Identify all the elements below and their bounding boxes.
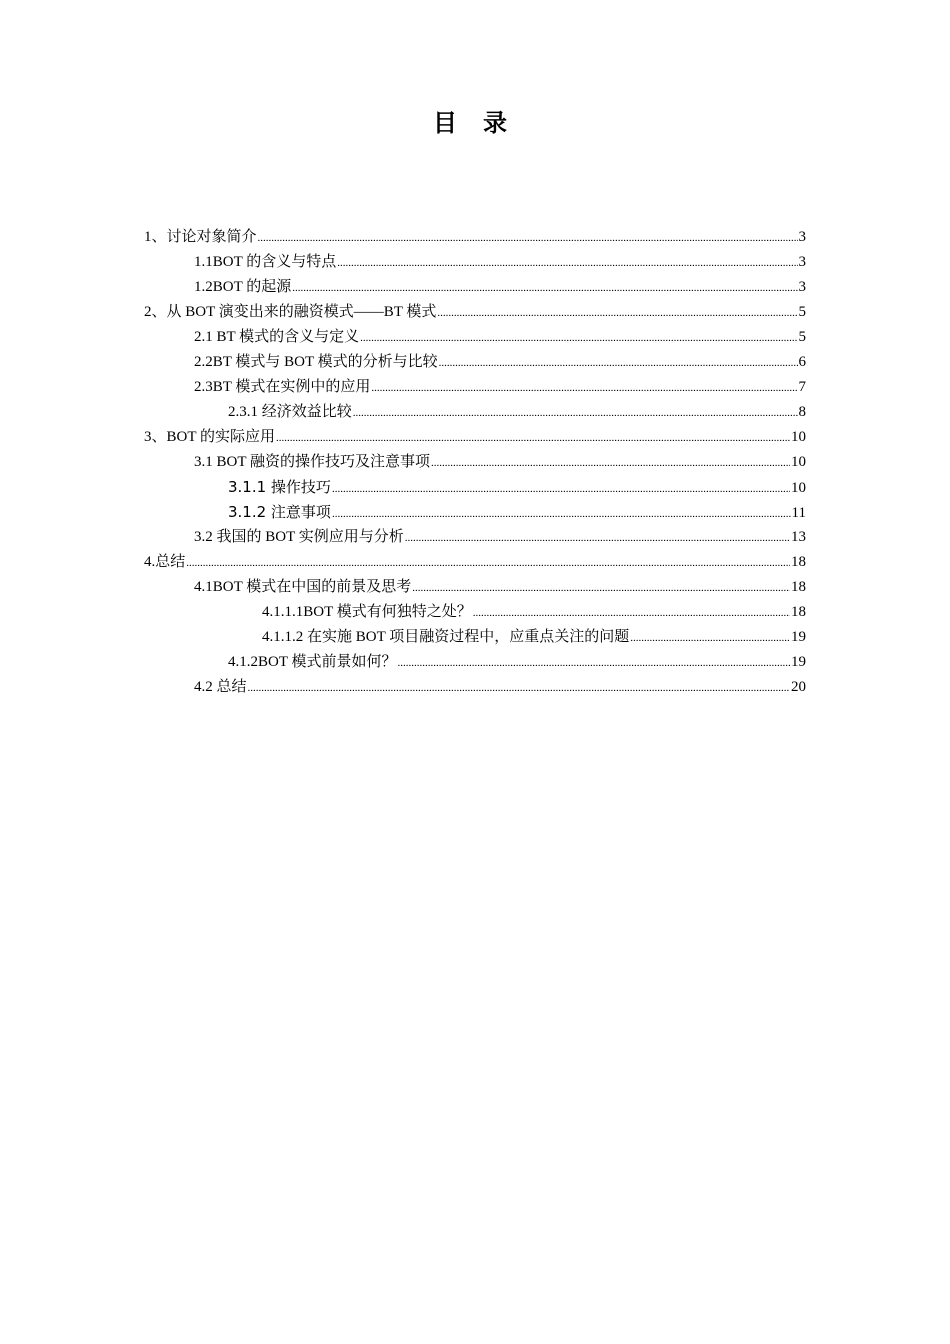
toc-entry-page: 18 xyxy=(791,579,806,595)
toc-entry-page: 7 xyxy=(798,379,806,395)
toc-entry[interactable] xyxy=(144,550,806,575)
toc-leader-dots xyxy=(360,326,797,351)
toc-entry-page: 18 xyxy=(791,604,806,620)
toc-entry-page: 3 xyxy=(798,229,806,245)
toc-leader-dots xyxy=(332,502,791,527)
toc-entry-page: 19 xyxy=(791,654,806,670)
toc-leader-dots xyxy=(473,601,790,626)
toc-entry-label: 3.2 我国的 BOT 实例应用与分析 xyxy=(194,529,404,545)
toc-leader-dots xyxy=(439,351,798,376)
toc-entry[interactable] xyxy=(144,250,806,275)
toc-leader-dots xyxy=(186,551,790,576)
toc-entry-label: 3.1 BOT 融资的操作技巧及注意事项 xyxy=(194,454,430,470)
toc-entry-label: 2.2BT 模式与 BOT 模式的分析与比较 xyxy=(194,354,438,370)
toc-leader-dots xyxy=(332,477,790,502)
toc-entry-label: 3.1.1 操作技巧 xyxy=(228,478,331,496)
toc-leader-dots xyxy=(431,451,790,476)
toc-entry-page: 5 xyxy=(798,304,806,320)
toc-entry-page: 11 xyxy=(791,505,806,521)
toc-entry[interactable] xyxy=(144,325,806,350)
toc-entry[interactable] xyxy=(144,425,806,450)
toc-entry[interactable] xyxy=(144,475,806,500)
toc-leader-dots xyxy=(437,301,797,326)
toc-leader-dots xyxy=(276,426,790,451)
toc-entry[interactable] xyxy=(144,525,806,550)
toc-entry[interactable] xyxy=(144,350,806,375)
toc-leader-dots xyxy=(337,251,797,276)
toc-leader-dots xyxy=(630,626,790,651)
toc-entry-label: 2.3.1 经济效益比较 xyxy=(228,404,352,420)
toc-entry-label: 4.2 总结 xyxy=(194,679,247,695)
toc-entry-label: 4.1.1.2 在实施 BOT 项目融资过程中，应重点关注的问题 xyxy=(262,629,630,645)
toc-leader-dots xyxy=(397,651,790,676)
toc-entry-page: 10 xyxy=(791,454,806,470)
toc-entry-label: 3、BOT 的实际应用 xyxy=(144,429,275,445)
toc-entry-page: 8 xyxy=(798,404,806,420)
toc-leader-dots xyxy=(412,576,790,601)
toc-leader-dots xyxy=(292,276,797,301)
toc-entry-label: 4.1.2BOT 模式前景如何？ xyxy=(228,654,397,670)
toc-entry[interactable] xyxy=(144,500,806,525)
toc-entry[interactable] xyxy=(144,625,806,650)
toc-leader-dots xyxy=(371,376,797,401)
toc-entry[interactable] xyxy=(144,300,806,325)
toc-leader-dots xyxy=(405,526,790,551)
toc-entry-page: 5 xyxy=(798,329,806,345)
toc-entry-label: 2、从 BOT 演变出来的融资模式——BT 模式 xyxy=(144,304,437,320)
toc-entry[interactable] xyxy=(144,275,806,300)
page-title: 目 录 xyxy=(433,111,517,137)
toc-entry-label: 2.3BT 模式在实例中的应用 xyxy=(194,379,371,395)
toc-entry[interactable] xyxy=(144,450,806,475)
toc-entry-page: 19 xyxy=(791,629,806,645)
toc-entry-label: 3.1.2 注意事项 xyxy=(228,503,331,521)
toc-entry[interactable] xyxy=(144,675,806,700)
toc-entry-page: 20 xyxy=(791,679,806,695)
toc-entry[interactable] xyxy=(144,375,806,400)
toc-leader-dots xyxy=(353,401,798,426)
toc-entry-label: 1.2BOT 的起源 xyxy=(194,279,292,295)
toc-entry[interactable] xyxy=(144,650,806,675)
toc-entry-label: 4.1BOT 模式在中国的前景及思考 xyxy=(194,579,412,595)
toc-entry[interactable] xyxy=(144,575,806,600)
toc-entry-page: 3 xyxy=(798,254,806,270)
toc-entry-label: 4.1.1.1BOT 模式有何独特之处？ xyxy=(262,604,472,620)
toc-entry-label: 2.1 BT 模式的含义与定义 xyxy=(194,329,360,345)
toc-entry[interactable] xyxy=(144,225,806,250)
toc-entry-page: 6 xyxy=(798,354,806,370)
toc-entry-page: 10 xyxy=(791,480,806,496)
toc-entry-page: 18 xyxy=(791,554,806,570)
toc-leader-dots xyxy=(258,226,798,251)
toc-entry-label: 1、讨论对象简介 xyxy=(144,229,257,245)
table-of-contents xyxy=(144,225,806,700)
toc-entry-page: 13 xyxy=(791,529,806,545)
toc-entry-page: 10 xyxy=(791,429,806,445)
toc-entry[interactable] xyxy=(144,600,806,625)
toc-entry-label: 1.1BOT 的含义与特点 xyxy=(194,254,337,270)
toc-leader-dots xyxy=(248,676,790,701)
toc-entry[interactable] xyxy=(144,400,806,425)
toc-entry-label: 4.总结 xyxy=(144,554,186,570)
toc-entry-page: 3 xyxy=(798,279,806,295)
